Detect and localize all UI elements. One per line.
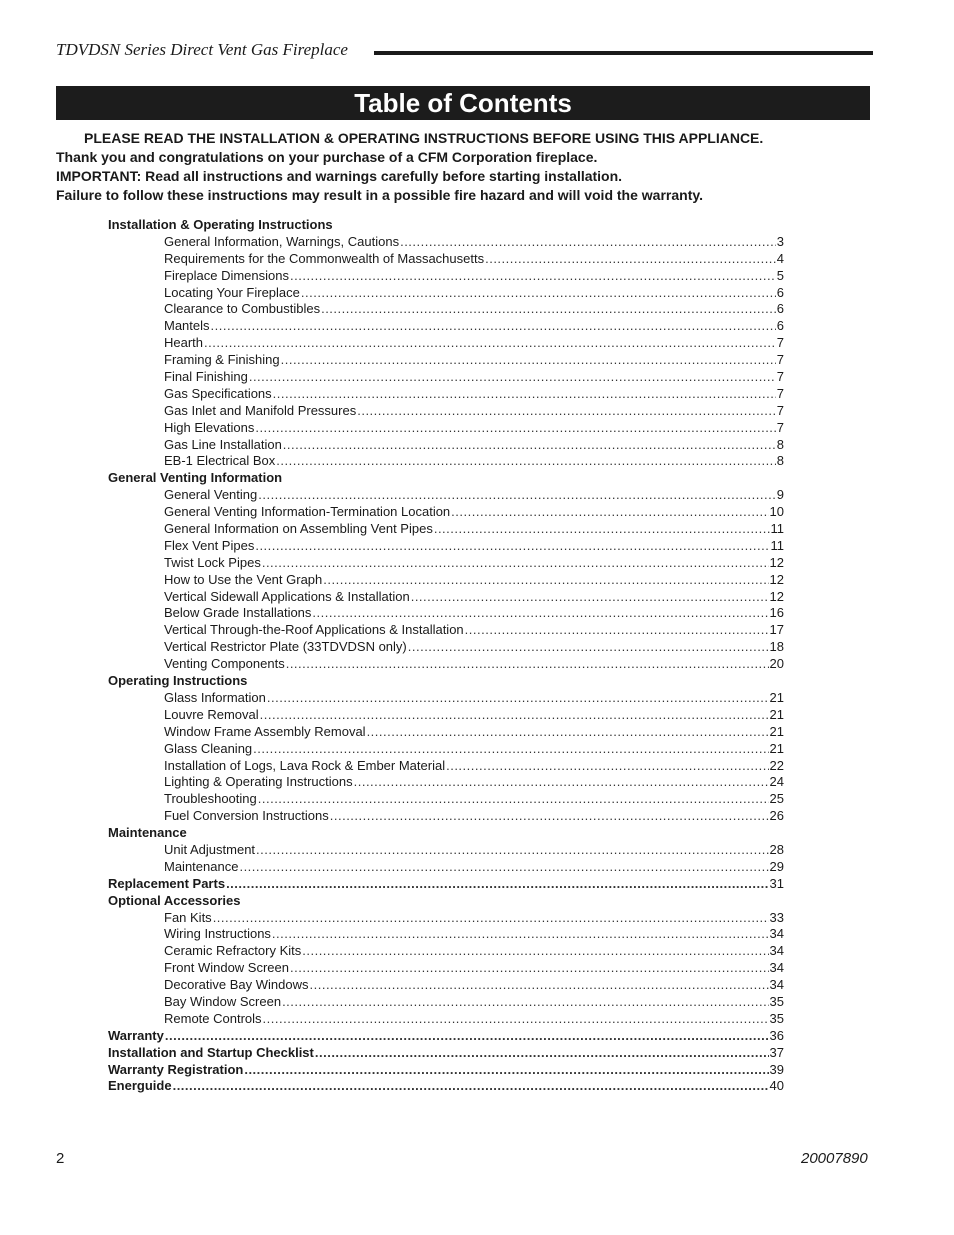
- toc-entry-label: Twist Lock Pipes: [164, 554, 261, 570]
- toc-entry-label: EB-1 Electrical Box: [164, 453, 276, 469]
- toc-entry-label: Warranty Registration: [108, 1061, 244, 1077]
- dot-leader: [354, 774, 769, 791]
- toc-section: [108, 217, 784, 234]
- toc-page-number: 22: [769, 757, 784, 773]
- toc-entry: [108, 487, 784, 504]
- toc-page-number: 21: [769, 740, 784, 756]
- intro-line: Failure to follow these instructions may result in a possible fire hazard and will void the warranty.: [56, 187, 703, 203]
- toc-entry: [108, 521, 784, 538]
- toc-entry-label: Unit Adjustment: [164, 841, 256, 857]
- toc-page-number: 21: [769, 723, 784, 739]
- toc-entry: [108, 504, 784, 521]
- toc-page-number: 28: [769, 841, 784, 857]
- toc-page-number: 18: [769, 639, 784, 655]
- dot-leader: [310, 977, 769, 994]
- toc-entry: [108, 335, 784, 352]
- dot-leader: [253, 741, 768, 758]
- toc-page-number: 12: [769, 588, 784, 604]
- toc-page-number: 37: [769, 1044, 784, 1060]
- toc-entry: [108, 285, 784, 302]
- toc-page-number: 34: [769, 926, 784, 942]
- toc-entry-label: Glass Cleaning: [164, 740, 253, 756]
- toc-entry-label: Vertical Through-the-Roof Applications & Installation: [164, 622, 464, 638]
- dot-leader: [211, 318, 776, 335]
- dot-leader: [204, 335, 776, 352]
- toc-entry: [108, 639, 784, 656]
- toc-entry-label: General Information, Warnings, Cautions: [164, 233, 400, 249]
- toc-banner: [56, 86, 870, 120]
- toc-entry: [108, 538, 784, 555]
- dot-leader: [255, 538, 769, 555]
- dot-leader: [446, 758, 768, 775]
- toc-entry-label: Maintenance: [108, 825, 187, 841]
- dot-leader: [263, 1011, 769, 1028]
- toc-entry-label: General Information on Assembling Vent Pipes: [164, 521, 433, 537]
- toc-entry: [108, 453, 784, 470]
- toc-entry-label: Bay Window Screen: [164, 993, 282, 1009]
- toc-entry: [108, 251, 784, 268]
- toc-list: [108, 217, 784, 1095]
- toc-page-number: 11: [770, 521, 784, 537]
- toc-entry: [108, 403, 784, 420]
- dot-leader: [173, 1078, 769, 1095]
- toc-page-number: 6: [776, 284, 784, 300]
- dot-leader: [226, 876, 768, 893]
- toc-entry: [108, 555, 784, 572]
- toc-entry-label: Wiring Instructions: [164, 926, 271, 942]
- toc-entry-label: Front Window Screen: [164, 960, 289, 976]
- toc-page-number: 8: [776, 436, 784, 452]
- page-number: 2: [56, 1150, 65, 1167]
- toc-page-number: 7: [776, 419, 784, 435]
- toc-entry-label: Mantels: [164, 318, 210, 334]
- dot-leader: [408, 639, 769, 656]
- toc-page-number: 7: [776, 385, 784, 401]
- toc-entry: [108, 622, 784, 639]
- toc-page-number: 33: [769, 909, 784, 925]
- toc-page-number: 39: [769, 1061, 784, 1077]
- toc-entry: [108, 741, 784, 758]
- dot-leader: [400, 234, 776, 251]
- dot-leader: [485, 251, 776, 268]
- toc-section: [108, 673, 784, 690]
- toc-page-number: 16: [769, 605, 784, 621]
- toc-section: [108, 1028, 784, 1045]
- dot-leader: [282, 994, 768, 1011]
- dot-leader: [239, 859, 768, 876]
- intro-line: Thank you and congratulations on your purchase of a CFM Corporation fireplace.: [56, 149, 598, 165]
- toc-entry-label: General Venting Information: [108, 470, 283, 486]
- toc-entry-label: Vertical Sidewall Applications & Installation: [164, 588, 410, 604]
- intro-line: IMPORTANT: Read all instructions and warnings carefully before starting installation.: [56, 168, 623, 184]
- toc-entry-label: Installation of Logs, Lava Rock & Ember Material: [164, 757, 446, 773]
- toc-entry-label: Venting Components: [164, 656, 285, 672]
- toc-entry-label: Fireplace Dimensions: [164, 267, 289, 283]
- toc-page-number: 17: [769, 622, 784, 638]
- dot-leader: [312, 605, 768, 622]
- toc-entry: [108, 842, 784, 859]
- toc-entry-label: Gas Specifications: [164, 385, 272, 401]
- toc-entry-label: Flex Vent Pipes: [164, 537, 255, 553]
- dot-leader: [262, 555, 769, 572]
- toc-entry-label: Gas Line Installation: [164, 436, 282, 452]
- toc-page-number: 35: [769, 1010, 784, 1026]
- dot-leader: [290, 268, 776, 285]
- toc-page-number: 3: [776, 233, 784, 249]
- toc-entry-label: Replacement Parts: [108, 875, 226, 891]
- toc-entry: [108, 301, 784, 318]
- dot-leader: [286, 656, 769, 673]
- toc-entry: [108, 1011, 784, 1028]
- toc-entry: [108, 656, 784, 673]
- dot-leader: [281, 352, 776, 369]
- toc-section: [108, 893, 784, 910]
- toc-page-number: 10: [769, 504, 784, 520]
- toc-entry-label: Window Frame Assembly Removal: [164, 723, 366, 739]
- running-header-title: TDVDSN Series Direct Vent Gas Fireplace: [56, 40, 348, 59]
- toc-page-number: 12: [769, 554, 784, 570]
- toc-entry: [108, 268, 784, 285]
- dot-leader: [301, 285, 776, 302]
- toc-entry: [108, 808, 784, 825]
- dot-leader: [411, 589, 769, 606]
- dot-leader: [258, 791, 769, 808]
- toc-entry-label: Glass Information: [164, 689, 266, 705]
- toc-entry: [108, 758, 784, 775]
- dot-leader: [272, 926, 769, 943]
- toc-entry-label: High Elevations: [164, 419, 255, 435]
- toc-page-number: 35: [769, 993, 784, 1009]
- toc-entry-label: General Venting Information-Termination Location: [164, 504, 451, 520]
- toc-entry-label: Installation and Startup Checklist: [108, 1044, 314, 1060]
- dot-leader: [258, 487, 776, 504]
- toc-page-number: 34: [769, 943, 784, 959]
- toc-page-number: 6: [776, 318, 784, 334]
- toc-entry-label: Fuel Conversion Instructions: [164, 808, 329, 824]
- toc-page-number: 7: [776, 369, 784, 385]
- toc-entry-label: Energuide: [108, 1078, 172, 1094]
- toc-entry: [108, 977, 784, 994]
- toc-entry-label: Locating Your Fireplace: [164, 284, 300, 300]
- toc-page-number: 24: [769, 774, 784, 790]
- dot-leader: [267, 690, 769, 707]
- toc-section: [108, 876, 784, 893]
- dot-leader: [321, 301, 776, 318]
- toc-entry: [108, 352, 784, 369]
- toc-page-number: 8: [776, 453, 784, 469]
- dot-leader: [273, 386, 776, 403]
- toc-page-number: 11: [770, 537, 784, 553]
- toc-entry-label: Warranty: [108, 1027, 164, 1043]
- dot-leader: [255, 420, 775, 437]
- toc-page-number: 34: [769, 977, 784, 993]
- toc-entry-label: Below Grade Installations: [164, 605, 312, 621]
- toc-page-number: 21: [769, 706, 784, 722]
- toc-page-number: 21: [769, 689, 784, 705]
- toc-entry: [108, 943, 784, 960]
- dot-leader: [213, 910, 769, 927]
- toc-page-number: 12: [769, 571, 784, 587]
- toc-page-number: 20: [769, 656, 784, 672]
- toc-page-number: 34: [769, 960, 784, 976]
- toc-entry: [108, 724, 784, 741]
- dot-leader: [315, 1045, 769, 1062]
- toc-section: [108, 825, 784, 842]
- toc-entry: [108, 774, 784, 791]
- toc-page-number: 5: [776, 267, 784, 283]
- toc-entry: [108, 859, 784, 876]
- dot-leader: [451, 504, 768, 521]
- toc-section: [108, 1062, 784, 1079]
- toc-section: [108, 470, 784, 487]
- dot-leader: [260, 707, 769, 724]
- toc-entry: [108, 386, 784, 403]
- toc-page-number: 7: [776, 352, 784, 368]
- toc-page-number: 29: [769, 858, 784, 874]
- toc-entry: [108, 318, 784, 335]
- dot-leader: [434, 521, 770, 538]
- dot-leader: [465, 622, 769, 639]
- toc-entry: [108, 589, 784, 606]
- toc-page-number: 7: [776, 335, 784, 351]
- toc-entry-label: Remote Controls: [164, 1010, 262, 1026]
- dot-leader: [256, 842, 768, 859]
- toc-entry-label: Gas Inlet and Manifold Pressures: [164, 402, 357, 418]
- toc-entry-label: Ceramic Refractory Kits: [164, 943, 302, 959]
- toc-entry: [108, 707, 784, 724]
- dot-leader: [165, 1028, 769, 1045]
- toc-entry: [108, 994, 784, 1011]
- toc-page-number: 25: [769, 791, 784, 807]
- dot-leader: [323, 572, 768, 589]
- toc-entry-label: Final Finishing: [164, 369, 248, 385]
- toc-entry: [108, 791, 784, 808]
- toc-entry-label: Installation & Operating Instructions: [108, 217, 333, 232]
- dot-leader: [367, 724, 769, 741]
- toc-entry: [108, 437, 784, 454]
- toc-entry: [108, 420, 784, 437]
- dot-leader: [276, 453, 776, 470]
- toc-entry-label: How to Use the Vent Graph: [164, 571, 323, 587]
- document-number: 20007890: [801, 1150, 868, 1167]
- toc-page-number: 26: [769, 808, 784, 824]
- toc-entry-label: Hearth: [164, 335, 204, 351]
- toc-entry: [108, 690, 784, 707]
- dot-leader: [330, 808, 769, 825]
- toc-entry-label: Lighting & Operating Instructions: [164, 774, 353, 790]
- toc-entry-label: Operating Instructions: [108, 673, 248, 689]
- dot-leader: [244, 1062, 768, 1079]
- toc-entry-label: General Venting: [164, 487, 258, 503]
- toc-entry: [108, 926, 784, 943]
- toc-entry-label: Vertical Restrictor Plate (33TDVDSN only): [164, 639, 407, 655]
- toc-entry-label: Maintenance: [164, 858, 239, 874]
- toc-entry: [108, 234, 784, 251]
- toc-entry-label: Decorative Bay Windows: [164, 977, 309, 993]
- toc-entry: [108, 605, 784, 622]
- toc-entry-label: Troubleshooting: [164, 791, 257, 807]
- toc-page-number: 9: [776, 487, 784, 503]
- toc-page-number: 7: [776, 402, 784, 418]
- toc-entry: [108, 910, 784, 927]
- intro-line: PLEASE READ THE INSTALLATION & OPERATING INSTRUCTIONS BEFORE USING THIS APPLIANCE.: [84, 130, 764, 146]
- page-title: Table of Contents: [354, 88, 572, 118]
- toc-page-number: 40: [769, 1078, 784, 1094]
- toc-page-number: 4: [776, 250, 784, 266]
- toc-entry: [108, 960, 784, 977]
- toc-page-number: 6: [776, 301, 784, 317]
- toc-entry-label: Optional Accessories: [108, 892, 241, 908]
- toc-page-number: 31: [769, 875, 784, 891]
- intro-notice: [56, 129, 886, 205]
- toc-entry-label: Clearance to Combustibles: [164, 301, 321, 317]
- toc-entry: [108, 572, 784, 589]
- toc-entry-label: Framing & Finishing: [164, 352, 280, 368]
- toc-entry-label: Louvre Removal: [164, 706, 259, 722]
- dot-leader: [290, 960, 769, 977]
- dot-leader: [249, 369, 776, 386]
- dot-leader: [283, 437, 776, 454]
- dot-leader: [357, 403, 776, 420]
- dot-leader: [302, 943, 768, 960]
- toc-entry-label: Fan Kits: [164, 909, 212, 925]
- toc-section: [108, 1078, 784, 1095]
- toc-entry: [108, 369, 784, 386]
- header-rule: [374, 51, 873, 55]
- toc-entry-label: Requirements for the Commonwealth of Massachusetts: [164, 250, 485, 266]
- toc-page-number: 36: [769, 1027, 784, 1043]
- toc-section: [108, 1045, 784, 1062]
